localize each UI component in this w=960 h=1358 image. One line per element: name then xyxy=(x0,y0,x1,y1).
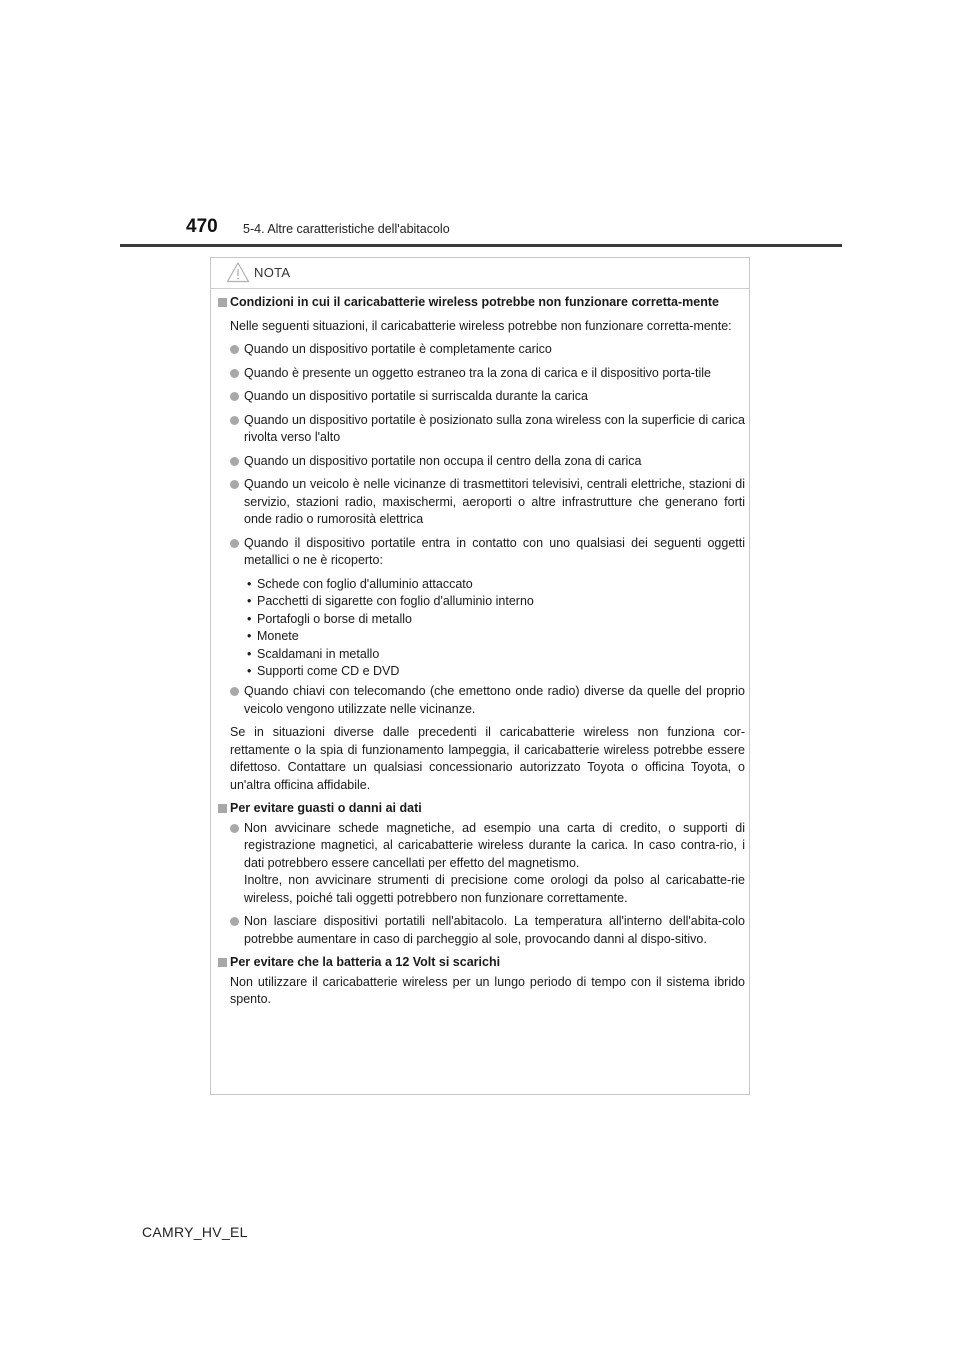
header-rule xyxy=(120,244,842,247)
circle-bullet-icon xyxy=(230,824,239,833)
square-bullet-icon xyxy=(218,804,227,813)
circle-bullet-icon xyxy=(230,917,239,926)
paragraph: Se in situazioni diverse dalle precedenti il caricabatterie wireless non funziona cor-rettamente o la spia di funzionamento lampeggia, il caricabatterie wireless potrebbe essere difettoso. Contattare un qualsiasi concessionario autorizzato Toyota o officina Toyota, o un'altra officina affidabile. xyxy=(230,725,745,792)
square-bullet-icon xyxy=(218,958,227,967)
note-header xyxy=(211,258,749,289)
note-body xyxy=(217,294,745,1009)
paragraph: Nelle seguenti situazioni, il caricabatterie wireless potrebbe non funzionare corretta-mente: xyxy=(230,318,732,333)
circle-bullet-icon xyxy=(230,416,239,425)
circle-bullet-icon xyxy=(230,480,239,489)
circle-bullet-icon xyxy=(230,392,239,401)
list-item: Quando un veicolo è nelle vicinanze di trasmettitori televisivi, centrali elettriche, stazioni di servizio, stazioni radio, maxischermi, aeroporti o altre infrastrutture che generano forti onde radio o rumorosità elettrica xyxy=(217,476,745,529)
sub-list-item: • Supporti come CD e DVD xyxy=(217,663,745,681)
section-title: 5-4. Altre caratteristiche dell'abitacolo xyxy=(243,222,450,236)
list-item: Quando un dispositivo portatile non occupa il centro della zona di carica xyxy=(217,453,745,471)
page-number: 470 xyxy=(186,216,218,237)
section-heading: Per evitare guasti o danni ai dati xyxy=(217,800,745,818)
sub-list-item: • Schede con foglio d'alluminio attaccato xyxy=(217,576,745,594)
sub-list-item: • Pacchetti di sigarette con foglio d'alluminio interno xyxy=(217,593,745,611)
warning-triangle-icon xyxy=(226,261,250,283)
list-item: Quando un dispositivo portatile si surriscalda durante la carica xyxy=(217,388,745,406)
paragraph: Non utilizzare il caricabatterie wireless per un lungo periodo di tempo con il sistema ibrido spento. xyxy=(230,974,745,1007)
sub-list-item: • Portafogli o borse di metallo xyxy=(217,611,745,629)
square-bullet-icon xyxy=(218,298,227,307)
section-heading: Condizioni in cui il caricabatterie wireless potrebbe non funzionare corretta-mente xyxy=(217,294,745,312)
circle-bullet-icon xyxy=(230,687,239,696)
list-item: Quando un dispositivo portatile è completamente carico xyxy=(217,341,745,359)
note-box xyxy=(210,257,750,1095)
section-heading: Per evitare che la batteria a 12 Volt si scarichi xyxy=(217,954,745,972)
circle-bullet-icon xyxy=(230,345,239,354)
footer-code: CAMRY_HV_EL xyxy=(142,1224,248,1240)
circle-bullet-icon xyxy=(230,457,239,466)
sub-list-item: • Monete xyxy=(217,628,745,646)
list-item: Non lasciare dispositivi portatili nell'abitacolo. La temperatura all'interno dell'abita-colo potrebbe aumentare in caso di parcheggio al sole, provocando danni al dispo-sitivo. xyxy=(217,913,745,948)
list-item: Quando un dispositivo portatile è posizionato sulla zona wireless con la superficie di carica rivolta verso l'alto xyxy=(217,412,745,447)
note-label: NOTA xyxy=(254,265,291,280)
list-item: Quando chiavi con telecomando (che emettono onde radio) diverse da quelle del proprio veicolo vengono utilizzate nelle vicinanze. xyxy=(217,683,745,718)
circle-bullet-icon xyxy=(230,369,239,378)
list-item: Quando è presente un oggetto estraneo tra la zona di carica e il dispositivo porta-tile xyxy=(217,365,745,383)
sub-list-item: • Scaldamani in metallo xyxy=(217,646,745,664)
list-item: Non avvicinare schede magnetiche, ad esempio una carta di credito, o supporti di registrazione magnetici, al caricabatterie wireless durante la carica. In caso contra-rio, i dati potrebbero essere cancellati per effetto del magnetismo. Inoltre, non avvicinare strumenti di precisione come orologi da polso al caricabatte-rie wireless, poiché tali oggetti potrebbero non funzionare correttamente. xyxy=(217,820,745,908)
sub-list xyxy=(217,576,745,682)
list-item: Quando il dispositivo portatile entra in contatto con uno qualsiasi dei seguenti oggetti metallici o ne è ricoperto: xyxy=(217,535,745,570)
circle-bullet-icon xyxy=(230,539,239,548)
